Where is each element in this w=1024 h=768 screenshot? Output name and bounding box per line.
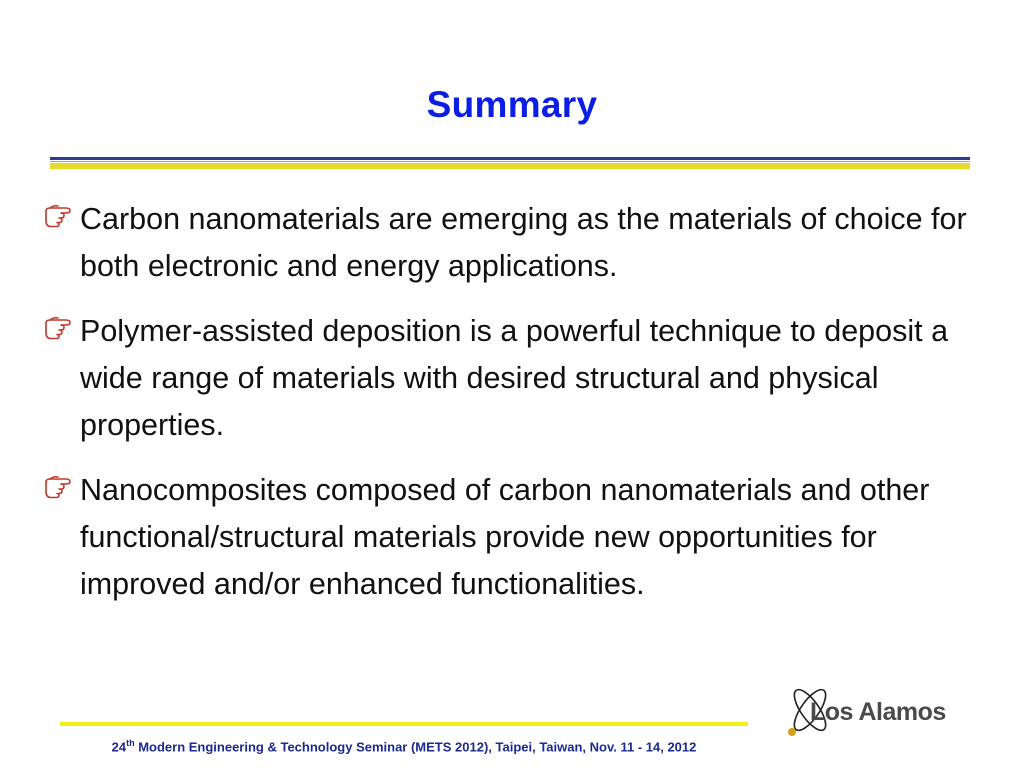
pointing-hand-icon — [44, 311, 78, 341]
footer-ordinal-suffix: th — [126, 738, 135, 748]
pointing-hand-icon — [44, 470, 78, 500]
logo-wordmark: Los Alamos — [810, 698, 946, 726]
bullet-item — [44, 467, 994, 608]
title-divider-gray — [50, 161, 970, 162]
footer-ordinal-number: 24 — [111, 739, 127, 755]
footer-text: Modern Engineering & Technology Seminar (METS 2012), Taipei, Taiwan, Nov. 11 - 14, 2012 — [134, 739, 697, 755]
pointing-hand-icon — [44, 199, 78, 229]
title-divider-yellow — [50, 163, 970, 169]
footer-divider — [60, 722, 748, 726]
footer-caption — [60, 738, 748, 754]
slide-title: Summary — [426, 84, 598, 125]
bullet-list — [44, 196, 994, 626]
bullet-text: Nanocomposites composed of carbon nanomaterials and other functional/structural materials provide new opportunities for improved and/or enhanced functionalities. — [80, 473, 930, 601]
bullet-item — [44, 308, 994, 449]
title-divider-blue — [50, 157, 970, 160]
bullet-text: Carbon nanomaterials are emerging as the materials of choice for both electronic and energy applications. — [80, 202, 967, 283]
bullet-item — [44, 196, 994, 290]
bullet-text: Polymer-assisted deposition is a powerful technique to deposit a wide range of materials with desired structural and physical properties. — [80, 314, 949, 442]
los-alamos-logo — [780, 684, 980, 754]
